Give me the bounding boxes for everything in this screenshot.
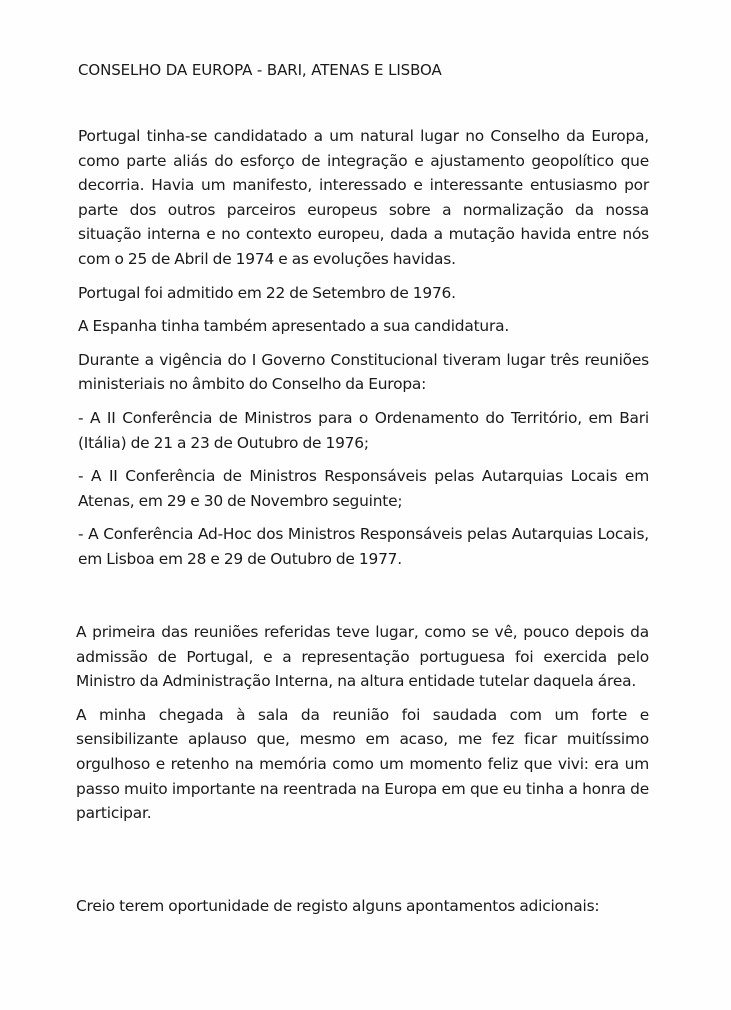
paragraph-candidacy: Portugal tinha-se candidatado a um natural lugar no Conselho da Europa, como parte aliás do esforço de integração e ajustamento geopolítico que decorria. Havia um manifesto, interessado e interessante entusiasmo por parte dos outros parceiros europeus sobre a normalização da nossa situação interna e no contexto europeu, dada a mutação havida entre nós com o 25 de Abril de 1974 e as evoluções havidas.	[78, 127, 649, 268]
section-closing	[76, 894, 649, 928]
section-intro	[78, 124, 649, 581]
paragraph-spain: A Espanha tinha também apresentado a sua candidatura.	[78, 317, 510, 336]
section-first-meeting	[76, 620, 649, 835]
document-title: CONSELHO DA EUROPA - BARI, ATENAS E LISBOA	[78, 61, 442, 79]
paragraph-arrival: A minha chegada à sala da reunião foi saudada com um forte e sensibilizante aplauso que, mesmo em acaso, me fez ficar muitíssimo orgulhoso e retenho na memória como um momento feliz que vivi: era um passo muito importante na reentrada na Europa em que eu tinha a honra de participar.	[76, 705, 649, 823]
paragraph-additional-notes: Creio terem oportunidade de registo alguns apontamentos adicionais:	[76, 897, 600, 915]
paragraph-admission-date: Portugal foi admitido em 22 de Setembro de 1976.	[78, 283, 456, 302]
paragraph-first-meeting: A primeira das reuniões referidas teve lugar, como se vê, pouco depois da admissão de Portugal, e a representação portuguesa foi exercida pelo Ministro da Administração Interna, na altura entidade tutelar daquela área.	[76, 623, 649, 691]
list-item-lisboa: - A Conferência Ad-Hoc dos Ministros Responsáveis pelas Autarquias Locais, em Lisboa em 28 e 29 de Outubro de 1977.	[78, 525, 649, 568]
list-item-bari: - A II Conferência de Ministros para o Ordenamento do Território, em Bari (Itália) de 21 a 23 de Outubro de 1976;	[78, 408, 649, 452]
list-item-atenas: - A II Conferência de Ministros Responsáveis pelas Autarquias Locais em Atenas, em 29 e 30 de Novembro seguinte;	[78, 467, 649, 510]
paragraph-meetings-intro: Durante a vigência do I Governo Constitucional tiveram lugar três reuniões ministeriais no âmbito do Conselho da Europa:	[78, 350, 649, 394]
